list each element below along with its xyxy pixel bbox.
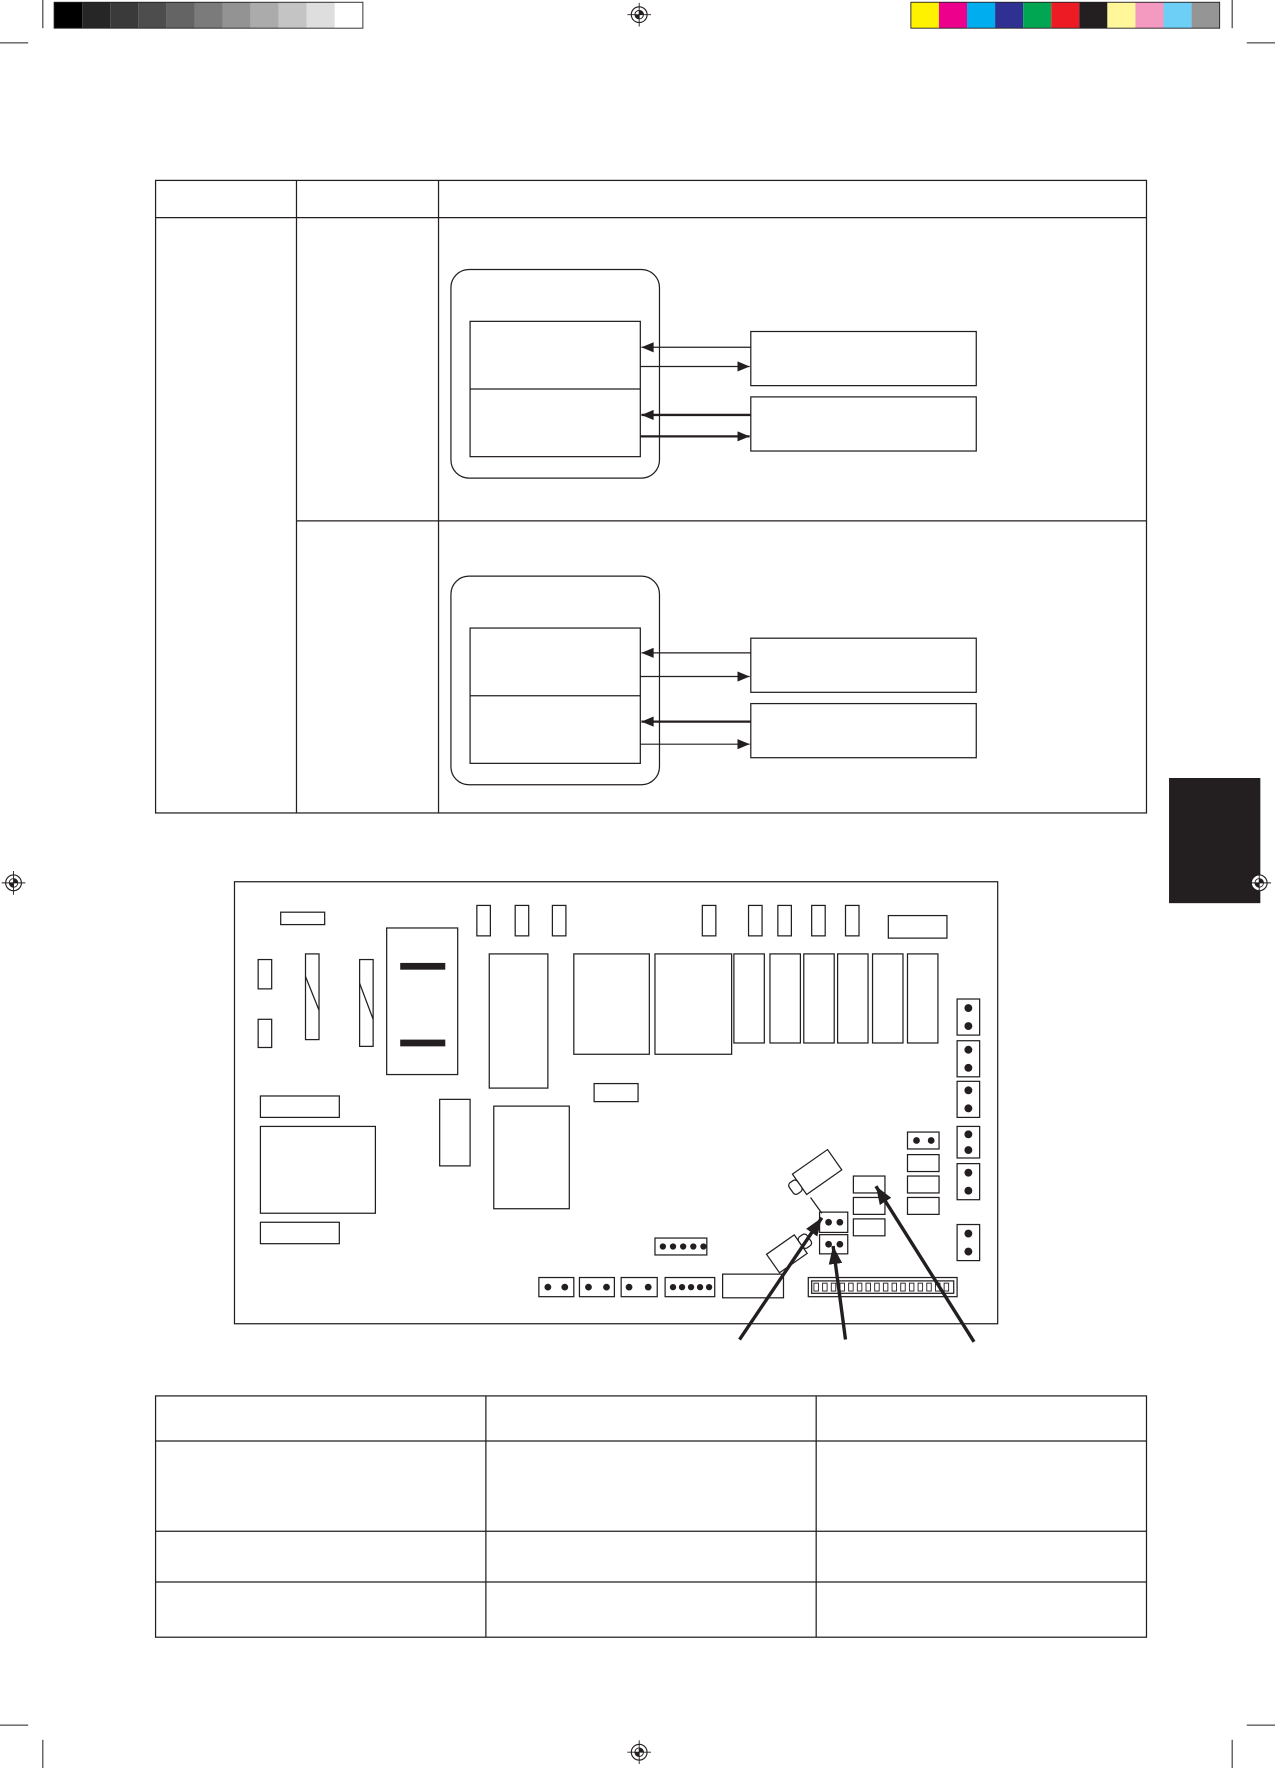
process-color-swatch bbox=[1135, 2, 1163, 28]
connector-pin bbox=[909, 1283, 914, 1291]
pcb-component bbox=[440, 1099, 470, 1166]
grayscale-swatch bbox=[110, 2, 138, 28]
block-diagram bbox=[451, 576, 976, 785]
unit-enclosure bbox=[451, 576, 660, 785]
grayscale-calibration-strip bbox=[54, 2, 363, 28]
connector-pin bbox=[892, 1283, 897, 1291]
pcb-relay bbox=[804, 954, 834, 1043]
pcb-component bbox=[853, 1197, 885, 1214]
pcb-connector-2pin bbox=[539, 1278, 574, 1297]
pcb-resistor bbox=[360, 960, 374, 1047]
process-color-swatch bbox=[995, 2, 1023, 28]
pcb-component bbox=[260, 1222, 339, 1243]
pcb-microcontroller bbox=[494, 1106, 570, 1209]
process-color-swatch bbox=[1164, 2, 1192, 28]
grayscale-swatch bbox=[307, 2, 335, 28]
grayscale-swatch bbox=[279, 2, 307, 28]
pcb-component bbox=[853, 1219, 885, 1236]
block-diagram bbox=[451, 269, 976, 478]
pcb-relay bbox=[734, 954, 764, 1043]
crop-mark-icon bbox=[0, 1725, 43, 1768]
callout-arrow bbox=[740, 1218, 822, 1340]
pcb-outline bbox=[234, 882, 997, 1324]
pcb-relay bbox=[770, 954, 800, 1043]
crop-mark-icon bbox=[1232, 1725, 1275, 1768]
crop-mark-icon bbox=[1232, 0, 1275, 43]
pcb-relay bbox=[873, 954, 903, 1043]
connector-pin bbox=[814, 1283, 819, 1291]
pcb-relay bbox=[574, 954, 650, 1054]
jumper-cap bbox=[784, 1150, 842, 1214]
table-header-cell bbox=[157, 182, 296, 217]
table-header-cell bbox=[298, 182, 438, 217]
grayscale-swatch bbox=[251, 2, 279, 28]
external-device-box bbox=[751, 638, 976, 692]
process-color-swatch bbox=[911, 2, 939, 28]
connector-pin bbox=[849, 1283, 854, 1291]
table-border bbox=[156, 1396, 1147, 1637]
external-device-box bbox=[751, 332, 976, 386]
connector-pin bbox=[918, 1283, 923, 1291]
pcb-relay bbox=[838, 954, 868, 1043]
pcb-connector-2pin bbox=[907, 1132, 939, 1149]
pcb-connector-5pin bbox=[655, 1238, 707, 1255]
connector-pin bbox=[875, 1283, 880, 1291]
pcb-transformer bbox=[387, 928, 458, 1075]
connector-pin bbox=[823, 1283, 828, 1291]
pcb-component bbox=[907, 1197, 939, 1214]
connector-pin bbox=[883, 1283, 888, 1291]
grayscale-swatch bbox=[82, 2, 110, 28]
table-header-cell bbox=[440, 182, 1146, 217]
external-device-box bbox=[751, 704, 976, 758]
pcb-connector-2pin bbox=[957, 1225, 980, 1261]
pcb-connector-2pin bbox=[621, 1278, 657, 1297]
table-border bbox=[156, 180, 1147, 813]
grayscale-swatch bbox=[166, 2, 194, 28]
connector-pin bbox=[857, 1283, 862, 1291]
pcb-resistor bbox=[306, 954, 320, 1040]
grayscale-swatch bbox=[194, 2, 222, 28]
process-color-swatch bbox=[1023, 2, 1051, 28]
pcb-component bbox=[907, 1176, 939, 1193]
process-color-swatch bbox=[1192, 2, 1220, 28]
pcb-terminal bbox=[515, 905, 529, 935]
process-color-swatch bbox=[1051, 2, 1079, 28]
pcb-component bbox=[594, 1084, 638, 1102]
grayscale-swatch bbox=[54, 2, 82, 28]
grayscale-swatch bbox=[223, 2, 251, 28]
pcb-relay bbox=[907, 954, 937, 1043]
pcb-component bbox=[281, 912, 325, 924]
connector-pin bbox=[831, 1283, 836, 1291]
process-color-swatch bbox=[1079, 2, 1107, 28]
crop-mark-icon bbox=[0, 0, 43, 43]
connector-pin bbox=[944, 1283, 949, 1291]
grayscale-swatch bbox=[335, 2, 363, 28]
top-table bbox=[156, 180, 1147, 813]
pcb-diagram bbox=[234, 882, 997, 1342]
unit-enclosure bbox=[451, 269, 660, 478]
pcb-connector-2pin bbox=[957, 1041, 980, 1077]
pcb-component bbox=[260, 1096, 339, 1117]
bottom-table bbox=[156, 1396, 1147, 1637]
process-color-swatch bbox=[939, 2, 967, 28]
connector-pin bbox=[901, 1283, 906, 1291]
pcb-terminal bbox=[702, 905, 716, 935]
pcb-component bbox=[258, 960, 272, 989]
pcb-module bbox=[260, 1126, 375, 1213]
connector-pin bbox=[927, 1283, 932, 1291]
pcb-terminal bbox=[749, 905, 763, 935]
callout-arrow bbox=[876, 1186, 974, 1342]
pcb-connector-2pin bbox=[579, 1278, 614, 1297]
pcb-connector-2pin bbox=[957, 1126, 980, 1158]
grayscale-swatch bbox=[138, 2, 166, 28]
pcb-jumper bbox=[820, 1212, 848, 1232]
process-color-swatch bbox=[967, 2, 995, 28]
pcb-connector-2pin bbox=[957, 999, 980, 1035]
pcb-connector-2pin bbox=[957, 1164, 980, 1200]
registration-mark-icon bbox=[2, 871, 26, 895]
process-color-swatch bbox=[1107, 2, 1135, 28]
process-color-calibration-strip bbox=[911, 2, 1220, 28]
registration-mark-icon bbox=[627, 1740, 651, 1764]
connector-pin bbox=[866, 1283, 871, 1291]
pcb-connector-5pin bbox=[665, 1278, 715, 1297]
connector-pin bbox=[840, 1283, 845, 1291]
pcb-component bbox=[907, 1155, 939, 1172]
external-device-box bbox=[751, 397, 976, 451]
pcb-connector-2pin bbox=[957, 1081, 980, 1117]
registration-mark-icon bbox=[627, 3, 651, 27]
section-thumb-tab bbox=[1169, 778, 1260, 903]
pcb-terminal bbox=[778, 905, 792, 935]
pcb-terminal bbox=[477, 905, 491, 935]
pcb-relay bbox=[655, 954, 732, 1054]
pcb-component bbox=[258, 1019, 272, 1047]
pcb-component bbox=[888, 916, 947, 939]
pcb-terminal bbox=[552, 905, 566, 935]
pcb-terminal bbox=[845, 905, 859, 935]
pcb-relay bbox=[489, 954, 548, 1088]
pcb-terminal bbox=[812, 905, 826, 935]
